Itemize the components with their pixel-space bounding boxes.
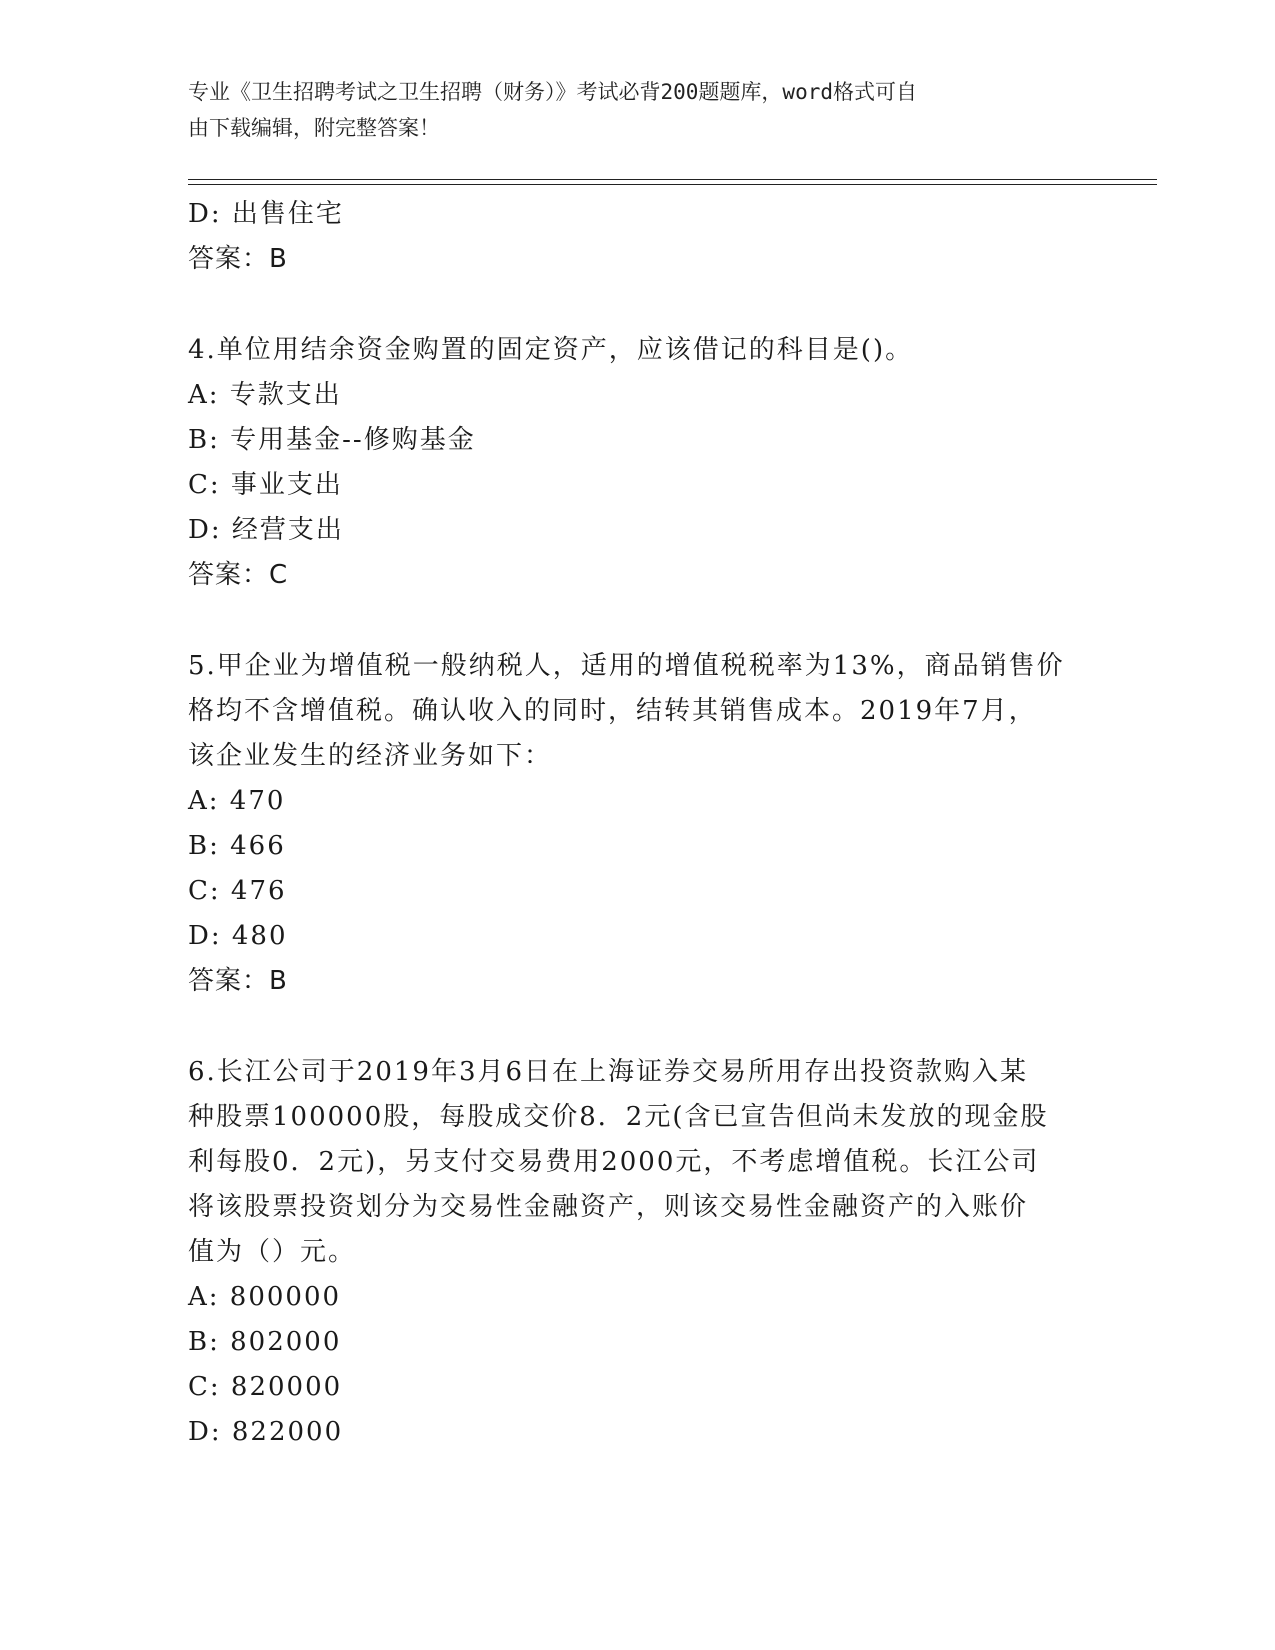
header-line-1: 专业《卫生招聘考试之卫生招聘（财务）》考试必背200题题库，word格式可自 xyxy=(188,80,917,104)
option-b: B: 466 xyxy=(188,831,286,861)
option-d: D: 480 xyxy=(188,921,288,951)
question-stem-line: 利每股0．2元)，另支付交易费用2000元，不考虑增值税。长江公司 xyxy=(188,1147,1040,1177)
question-stem-line: 6.长江公司于2019年3月6日在上海证券交易所用存出投资款购入某 xyxy=(188,1057,1029,1087)
option-d: D: 经营支出 xyxy=(188,515,344,545)
option-b: B: 专用基金--修购基金 xyxy=(188,425,476,455)
option-c: C: 事业支出 xyxy=(188,470,343,500)
option-a: A: 470 xyxy=(188,786,286,816)
header-line-2: 由下载编辑，附完整答案！ xyxy=(188,116,440,140)
question-5 xyxy=(188,644,1088,1004)
option-d: D: 822000 xyxy=(188,1417,344,1447)
option-a: A: 800000 xyxy=(188,1282,342,1312)
option-c: C: 476 xyxy=(188,876,287,906)
question-stem-line: 值为（）元。 xyxy=(188,1237,357,1267)
answer: 答案：B xyxy=(188,966,288,996)
question-stem-line: 种股票100000股，每股成交价8．2元(含已宣告但尚未发放的现金股 xyxy=(188,1102,1049,1132)
option-d: D: 出售住宅 xyxy=(188,199,344,229)
answer: 答案：C xyxy=(188,560,289,590)
header-divider-bottom xyxy=(188,184,1157,185)
question-stem-line: 格均不含增值税。确认收入的同时，结转其销售成本。2019年7月， xyxy=(188,696,1037,726)
question-3-tail xyxy=(188,192,1088,282)
option-a: A: 专款支出 xyxy=(188,380,342,410)
option-b: B: 802000 xyxy=(188,1327,342,1357)
question-stem-line: 将该股票投资划分为交易性金融资产，则该交易性金融资产的入账价 xyxy=(188,1192,1029,1222)
document-body xyxy=(188,192,1088,1455)
option-c: C: 820000 xyxy=(188,1372,343,1402)
question-6 xyxy=(188,1050,1088,1455)
question-stem-line: 该企业发生的经济业务如下： xyxy=(188,741,553,771)
header-divider-top xyxy=(188,179,1157,180)
question-4 xyxy=(188,328,1088,598)
question-stem: 4.单位用结余资金购置的固定资产，应该借记的科目是()。 xyxy=(188,335,914,365)
answer: 答案：B xyxy=(188,244,288,274)
question-stem-line: 5.甲企业为增值税一般纳税人，适用的增值税税率为13%，商品销售价 xyxy=(188,651,1065,681)
document-header xyxy=(188,74,1068,146)
